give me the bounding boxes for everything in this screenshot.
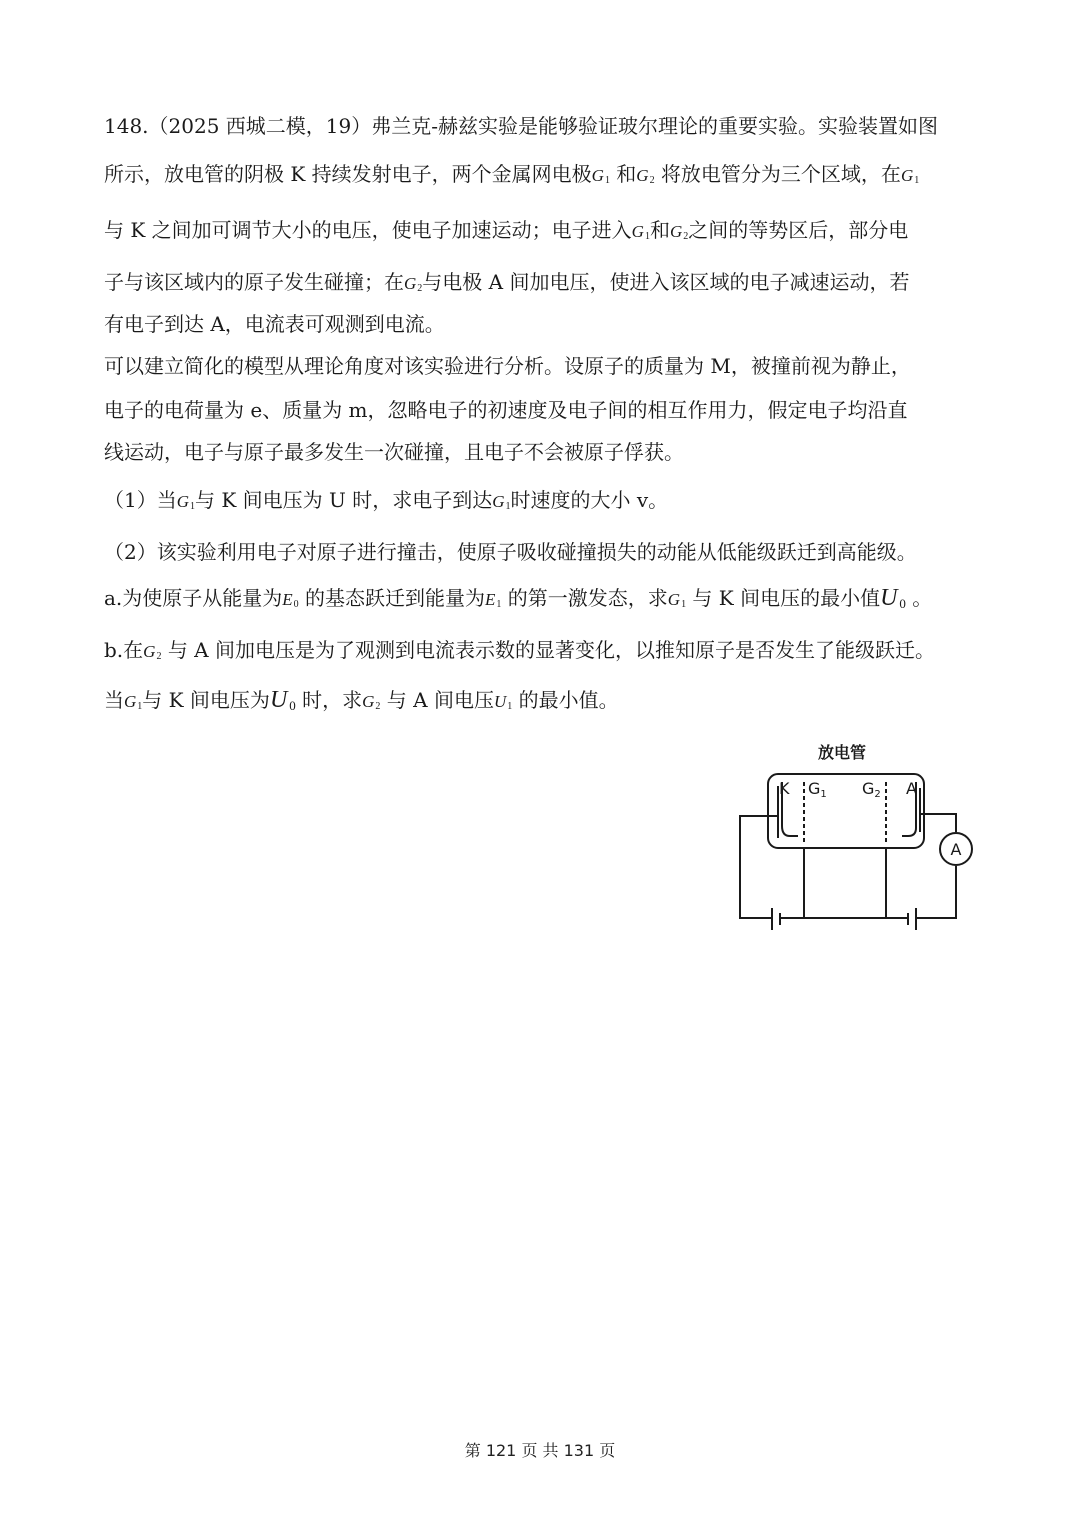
- symbol-U0: U 0: [269, 687, 296, 713]
- ammeter-label: A: [950, 840, 962, 859]
- problem-line-3: 与 K 之间加可调节大小的电压，使电子加速运动；电子进入$G_1$和$G_2$之间的等势区后，部分电: [104, 218, 909, 242]
- problem-line-4: 子与该区域内的原子发生碰撞；在$G_2$与电极 A 间加电压，使进入该区域的电子减速运动，若: [104, 270, 910, 294]
- symbol-G2: $G_2$: [636, 166, 655, 186]
- question-1: （1）当$G_1$与 K 间电压为 U 时，求电子到达$G_1$时速度的大小 v。: [104, 488, 669, 512]
- page-footer: 第 121 页 共 131 页: [464, 1441, 616, 1460]
- figure-title: 放电管: [817, 743, 866, 762]
- problem-line-2: 所示，放电管的阴极 K 持续发射电子，两个金属网电极$G_1$ 和$G_2$ 将放电管分为三个区域，在$G_1$: [104, 162, 920, 186]
- right-wire-lower: [916, 866, 956, 918]
- problem-line-6: 可以建立简化的模型从理论角度对该实验进行分析。设原子的质量为 M，被撞前视为静止，: [104, 354, 911, 378]
- symbol-G1: $G_1$: [176, 492, 196, 512]
- symbol-G1: $G_1$: [492, 492, 511, 512]
- question-2-intro: （2）该实验利用电子对原子进行撞击，使原子吸收碰撞损失的动能从低能级跃迁到高能级。: [104, 540, 917, 564]
- discharge-tube-circuit-figure: [730, 738, 980, 948]
- symbol-G1: $G_1$: [900, 166, 920, 186]
- label-G1: G1: [808, 779, 827, 800]
- problem-line-1: 148.（2025 西城二模，19）弗兰克-赫兹实验是能够验证玻尔理论的重要实验。实验装置如图: [104, 114, 938, 138]
- symbol-G1: $G_1$: [124, 692, 143, 712]
- label-A: A: [906, 779, 917, 798]
- left-wire: [740, 816, 778, 918]
- right-wire-upper: [920, 814, 956, 832]
- symbol-G2: $G_2$: [669, 222, 689, 242]
- question-2a: a.为使原子从能量为$E_0$ 的基态跃迁到能量为$E_1$ 的第一激发态，求$G_1$ 与 K 间电压的最小值U 0 。: [104, 585, 933, 611]
- label-G2: G2: [862, 779, 881, 800]
- symbol-G2: $G_2$: [362, 692, 381, 712]
- symbol-U1: $U_1$: [493, 692, 513, 712]
- symbol-G1: $G_1$: [667, 590, 687, 610]
- problem-line-7: 电子的电荷量为 e、质量为 m，忽略电子的初速度及电子间的相互作用力，假定电子均沿直: [104, 398, 908, 422]
- symbol-G2: $G_2$: [143, 642, 162, 662]
- label-K: K: [779, 779, 790, 798]
- question-2b-continued: 当$G_1$与 K 间电压为U 0 时，求$G_2$ 与 A 间电压$U_1$ 的最小值。: [104, 687, 619, 713]
- circuit-diagram: [730, 738, 980, 948]
- symbol-G1: $G_1$: [631, 222, 650, 242]
- question-2b: b.在$G_2$ 与 A 间加电压是为了观测到电流表示数的显著变化，以推知原子是否发生了能级跃迁。: [104, 638, 935, 662]
- symbol-G1: $G_1$: [591, 166, 610, 186]
- symbol-E1: $E_1$: [485, 590, 502, 610]
- problem-line-8: 线运动，电子与原子最多发生一次碰撞，且电子不会被原子俘获。: [104, 440, 684, 464]
- symbol-U0: U 0: [880, 585, 906, 611]
- symbol-G2: $G_2$: [404, 274, 423, 294]
- symbol-E0: $E_0$: [282, 590, 299, 610]
- problem-line-5: 有电子到达 A，电流表可观测到电流。: [104, 312, 445, 336]
